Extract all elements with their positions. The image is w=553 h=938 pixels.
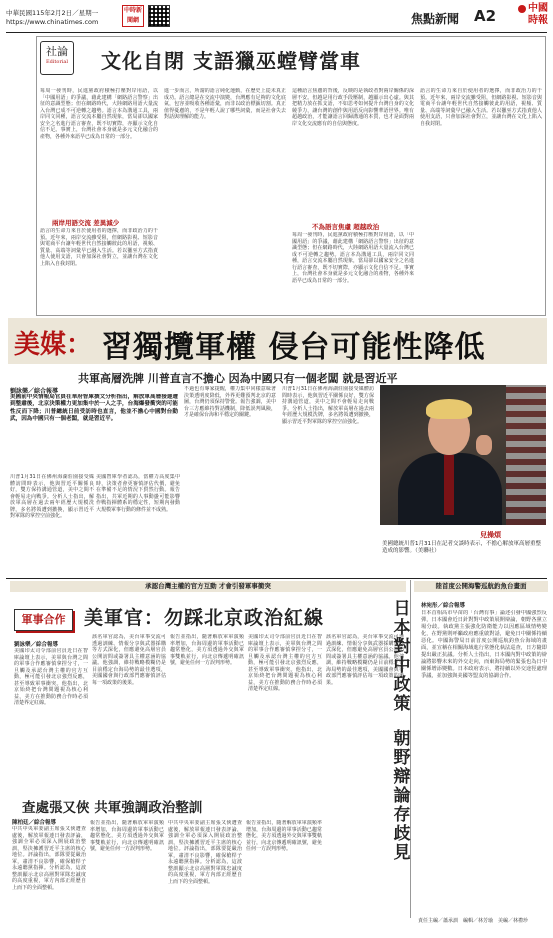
main-story-byline: 劉詠樂／綜合報導: [10, 388, 59, 395]
right-section-bar: 陸首度公開海警巡航釣魚台畫面: [414, 581, 548, 592]
military-section-bar: 承認台灣主權的官方互動 才會引發軍事衝突: [10, 581, 406, 592]
page-credits: 責任主編／蕭承訓 編輯／林芳瑜 美編／林禮珍: [418, 918, 529, 924]
military-body-1: 美國印太司令部前官員近日在智庫論壇上表示，美軍與台灣之間的軍事合作應審慎拿捏分寸，一旦觸及承認台灣主權的官方互動，極可能引發北京強烈反應，甚至導致軍事衝突。他指出，北京始終把台灣問題視為核心利益，美方在推動防務合作時必須清楚界定紅線。: [14, 648, 88, 706]
qr-code-icon: [148, 5, 170, 27]
editorial-subhead-2: 不為語言焦慮 超越政治: [312, 223, 380, 231]
japan-headline-2[interactable]: 朝野辯論存歧見: [393, 729, 411, 863]
main-story-body-1: 川普1月31日在佛州海湖莊園接受媒體訪問時表示，他與習近平關係良好，雙方保持溝通管道，美中之間不會輕易走向戰爭。分析人士指出，解放軍高層在過去兩年經歷大規模洗牌，多名將領遭到撤換，顯示習近平對軍隊的掌控空前強化。: [10, 474, 94, 519]
zhang-headline[interactable]: 查處張又俠 共軍強調政治整訓: [22, 800, 203, 816]
editorial-title[interactable]: 文化自閉 支語獵巫螳臂當車: [101, 49, 361, 73]
main-story-lead: 美國前中央情報局官員在華府智庫撰文分析指出，解放軍高層接連遭到整肅後，北京決策權力更加集中於一人之手，台海爆發衝突的可能性反而下降；川普總統日前受訪時也直言，他並不擔心中國對台動武，因為中國只有一個老闆，就是習近平。: [10, 394, 178, 422]
editorial-body-2: 進一步而言，所謂的語言純化運動，在歷史上從未真正成功。語言總是在交流中演變，台灣應有足夠的文化底氣，包容並吸收各種語彙，而非以政治標籤切割。真正值得憂慮的，不是年輕人說了哪些詞彙，而是社會失去對話與理解的能力。: [164, 88, 286, 120]
brand-line2: 時報: [528, 15, 548, 26]
photo-caption: 美國總統川普1月31日在記者交談時表示，不擔心解放軍高層重整造成的影響。（美聯社）: [382, 541, 541, 555]
zhang-body-3: 中共中央軍委副主席張又俠遭查處後，解放軍報連日發表評論，強調全軍必須深入開展政治整訓，堅決擁護習近平主席的核心地位。評論指出，部隊要從嚴治軍，肅清不良影響，確保槍桿子永遠聽黨指揮。分析認為，這波整訓顯示北京高層對軍隊忠誠度的高度重視，軍方內部正經歷自上而下的全面整頓。: [168, 820, 242, 885]
japan-body: 日本首相高市早苗的「台灣有事」論述引發中國強烈反彈，日本國會近日針對對中政策展開辯論，朝野各黨立場分歧。執政黨主張強化防衛能力以因應區域情勢變化，在野黨則呼籲政府應重啟對話，避免日中關係持續惡化。中國海警局日前首度公開巡航釣魚台海域的畫面，並宣稱在相關海域進行常態化執法巡查，日方隨即提出嚴正抗議。分析人士指出，日本國內對中政策的辯論將影響未來的外交走向，而東海局勢的緊張也為日中關係增添變數。日本政府表示，將持續以外交途徑處理爭議，並加強與美國等盟友的協調合作。: [421, 610, 547, 679]
sun-logo-icon: [518, 5, 526, 13]
photo-hair: [426, 399, 472, 419]
military-tag: 軍事合作: [14, 609, 73, 631]
military-body-3: 報告並指出，隨著解放軍軍演頻率增加，台海周邊的軍事活動已趨常態化，美方須透過外交與軍事雙軌並行，向北京傳遞明確訊號，避免任何一方誤判形勢。: [170, 634, 244, 666]
site-url[interactable]: https://www.chinatimes.com: [6, 18, 99, 26]
editorial-body-3b: 每周一發刊時，民進黨政府積極打壓對岸用語，以「中國用語」的爭議，藉此建構「網路語言警察」出征的意識型態；但在網路時代，大陸網路用語大量流入台灣已成不可逆轉之趨勢。語言本為溝通工具，兩岸同文同種，語言交流本屬自然現象，當局卻以國家安全之名進行語言審查，既不切實際，亦顯示文化自信不足。事實上，台灣社會本身就是多元文化融合的產物，各種外來語早已成為日常的一部分。: [292, 232, 414, 284]
military-body-4: 美國印太司令部前官員近日在智庫論壇上表示，美軍與台灣之間的軍事合作應審慎拿捏分寸，一旦觸及承認台灣主權的官方互動，極可能引發北京強烈反應，甚至導致軍事衝突。他指出，北京始終把台灣問題視為核心利益，美方在推動防務合作時必須清楚界定紅線。: [248, 634, 322, 692]
editorial-badge-sub: Editorial: [45, 59, 69, 65]
section-name: 焦點新聞: [411, 12, 460, 26]
editorial-body-1b: 語言的生命力來自於使用者的選擇，而非政治力的干預。近年來，兩岸交流雖受阻，但網路影視、短影音與電商平台讓年輕世代自然接觸彼此的用語，視頻、質量、高端等詞彙早已融入生活。若以獵巫方式指責他人使用支語，只會加深社會對立，並讓台灣在文化上陷入自我封閉。: [40, 228, 158, 267]
main-headline-banner: [8, 318, 547, 364]
issue-date: 中華民國115年2月2日／星期一: [6, 9, 99, 17]
main-story-body-3: 不過也有專家提醒，權力集中同樣意味著決策透明度降低，外界更難預判北京的意圖，台灣仍須保持警覺。報告強調，美中台三方應維持對話機制，降低誤判風險，才是確保台海和平穩定的關鍵。: [184, 386, 276, 418]
main-story-body-4: 川普1月31日在佛州海湖莊園接受媒體訪問時表示，他與習近平關係良好，雙方保持溝通管道，美中之間不會輕易走向戰爭。分析人士指出，解放軍高層在過去兩年經歷大規模洗牌，多名將領遭到撤換，顯示習近平對軍隊的掌控空前強化。: [282, 386, 374, 425]
china-times-logo: [508, 3, 548, 27]
military-byline: 劉詠樂／綜合報導: [14, 642, 59, 648]
main-story-body-2: 美國智庫學者認為，當權力高度集中時，決策者會更審慎評估代價，避免在準備不足的情況下貿然行動。報告指出，共軍近期的人事動盪可能影響作戰指揮體系的穩定性，短期內發動大規模軍事行動的條件並不成熟。: [96, 474, 180, 513]
editorial-subhead-1: 兩岸用語交流 差異減少: [52, 219, 120, 227]
brand-line1: 中國: [528, 3, 548, 14]
zhang-body-2: 報告並指出，隨著解放軍軍演頻率增加，台海周邊的軍事活動已趨常態化，美方須透過外交與軍事雙軌並行，向北京傳遞明確訊號，避免任何一方誤判形勢。: [90, 820, 164, 852]
photo-flag: [506, 385, 546, 525]
zhang-body-1: 中共中央軍委副主席張又俠遭查處後，解放軍報連日發表評論，強調全軍必須深入開展政治整訓，堅決擁護習近平主席的核心地位。評論指出，部隊要從嚴治軍，肅清不良影響，確保槍桿子永遠聽黨指揮。分析認為，這波整訓顯示北京高層對軍隊忠誠度的高度重視，軍方內部正經歷自上而下的全面整頓。: [12, 826, 86, 891]
japan-headline-1[interactable]: 日本對中政策: [393, 599, 411, 714]
photo-hand: [476, 435, 492, 455]
main-headline[interactable]: 習獨攬軍權 侵台可能性降低: [102, 330, 486, 365]
military-body-2: 該名軍官認為，美台軍事交流可透過訓練、情報分享與武器採購等方式深化，但應避免高層官員公開訪問或簽署具主權意涵的協議。他強調，維持戰略模糊仍是目前穩定台海局勢的最佳選項，美國國會與行政部門應審慎評估每一項政策的後果。: [92, 634, 166, 686]
trump-photo[interactable]: [380, 385, 546, 525]
military-body-5: 該名軍官認為，美台軍事交流可透過訓練、情報分享與武器採購等方式深化，但應避免高層官員公開訪問或簽署具主權意涵的協議。他強調，維持戰略模糊仍是目前穩定台海局勢的最佳選項，美國國會與行政部門應審慎評估每一項政策的後果。: [326, 634, 404, 686]
headline-deck: 共軍高層洗牌 川普直言不擔心 因為中國只有一個老闆 就是習近平: [78, 372, 398, 385]
headline-kicker: 美媒：: [14, 330, 93, 360]
zhang-body-4: 報告並指出，隨著解放軍軍演頻率增加，台海周邊的軍事活動已趨常態化，美方須透過外交與軍事雙軌並行，向北京傳遞明確訊號，避免任何一方誤判形勢。: [246, 820, 322, 852]
section-rule: [6, 578, 547, 579]
military-headline[interactable]: 美軍官：勿踩北京政治紅線: [84, 607, 325, 629]
japan-byline: 林宛彤／綜合報導: [421, 603, 466, 609]
page-header: [6, 3, 549, 31]
editorial-body-3: 這種語言焦慮的背後，反映的是執政者對兩岸關係的深層不安。但越是用行政手段壓制，越顯示出心虛。與其把精力放在抓支語，不如思考如何提升台灣自身的文化競爭力，讓台灣的創作與用語反向影響華語世界。唯有超越政治，才能讓語言回歸溝通的本質，也才是面對兩岸文化交流應有的自信與態度。: [292, 88, 414, 127]
editorial-badge: [40, 41, 74, 75]
zhang-byline: 陳柏廷／綜合報導: [12, 820, 57, 826]
chinatimes-news-logo: 中時新聞網: [122, 5, 144, 27]
photo-tie: [444, 455, 454, 515]
header-rule: [6, 32, 547, 33]
photo-caption-title: 兒操煩: [480, 531, 501, 539]
editorial-body-4: 語言的生命力來自於使用者的選擇，而非政治力的干預。近年來，兩岸交流雖受阻，但網路影視、短影音與電商平台讓年輕世代自然接觸彼此的用語，視頻、質量、高端等詞彙早已融入生活。若以獵巫方式指責他人使用支語，只會加深社會對立，並讓台灣在文化上陷入自我封閉。: [420, 88, 542, 127]
editorial-body-1: 每周一發刊時，民進黨政府積極打壓對岸用語，以「中國用語」的爭議，藉此建構「網路語言警察」出征的意識型態；但在網路時代，大陸網路用語大量流入台灣已成不可逆轉之趨勢。語言本為溝通工具，兩岸同文同種，語言交流本屬自然現象，當局卻以國家安全之名進行語言審查，既不切實際，亦顯示文化自信不足。事實上，台灣社會本身就是多元文化融合的產物，各種外來語早已成為日常的一部分。: [40, 88, 158, 140]
editorial-badge-text: 社論: [46, 45, 68, 58]
page-number: A2: [474, 7, 497, 25]
